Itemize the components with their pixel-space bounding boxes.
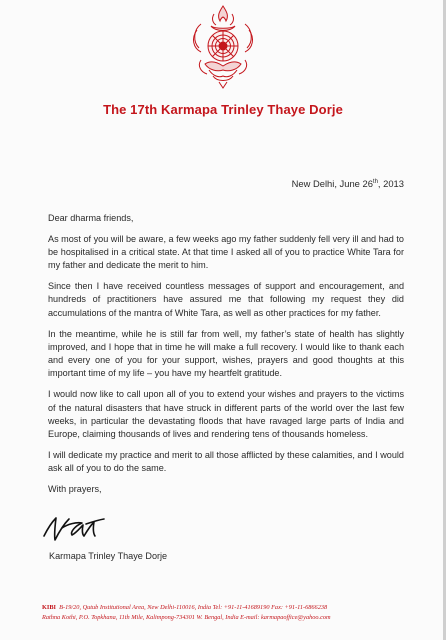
paragraph-1: As most of you will be aware, a few weeks ago my father suddenly fell very ill and had to be hospitalised in a critical state. At that time I asked all of you to practice White Tara for my father and dedicate the merit to him. xyxy=(48,233,404,271)
handwritten-signature-icon xyxy=(42,514,106,544)
date-year: , 2013 xyxy=(377,178,404,189)
paragraph-4: I would now like to call upon all of you to extend your wishes and prayers to the victims of the natural disasters that have struck in different parts of the world over the last few weeks, in particular the devastating floods that have ravaged large parts of India and Europe, claiming thousands of lives and rendering tens of thousands homeless. xyxy=(48,389,404,440)
date-place: New Delhi, June 26 xyxy=(291,178,373,189)
dharma-wheel-emblem-icon xyxy=(183,4,263,92)
footer-line-2: Rathna Kothi, P.O. Topkhana, 11th Mile, Kalimpong-734301 W. Bengal, India E-mail: karmapaoffice@yahoo.com xyxy=(42,613,331,621)
letterhead-title: The 17th Karmapa Trinley Thaye Dorje xyxy=(103,102,343,117)
paragraph-5: I will dedicate my practice and merit to all those afflicted by these calamities, and I would ask all of you to do the same. xyxy=(48,449,404,474)
footer-address-1: B-19/20, Qutub Institutional Area, New Delhi-110016, India Tel: +91-11-41689190 Fax: +91-11-6866238 xyxy=(59,604,328,611)
letter-date xyxy=(292,178,404,189)
letter-footer xyxy=(42,603,442,622)
date-ordinal: th xyxy=(372,178,378,185)
salutation: Dear dharma friends, xyxy=(48,213,134,223)
paragraph-2: Since then I have received countless messages of support and encouragement, and hundreds of practitioners have assured me that following my request they did accumulations of the mantra of White Tara, as well as other practices for my father. xyxy=(48,281,404,318)
paragraph-3: In the meantime, while he is still far from well, my father’s state of health has slightly improved, and I hope that in time he will make a full recovery. I would like to thank each and every one of you for your support, wishes, prayers and good thoughts at this important time of my life – you have my heartfelt gratitude. xyxy=(48,328,404,379)
footer-label: KIBI xyxy=(42,604,56,611)
letter-body xyxy=(48,212,404,504)
signatory-name: Karmapa Trinley Thaye Dorje xyxy=(49,551,168,561)
footer-line-1 xyxy=(42,603,442,613)
closing: With prayers, xyxy=(48,484,102,495)
